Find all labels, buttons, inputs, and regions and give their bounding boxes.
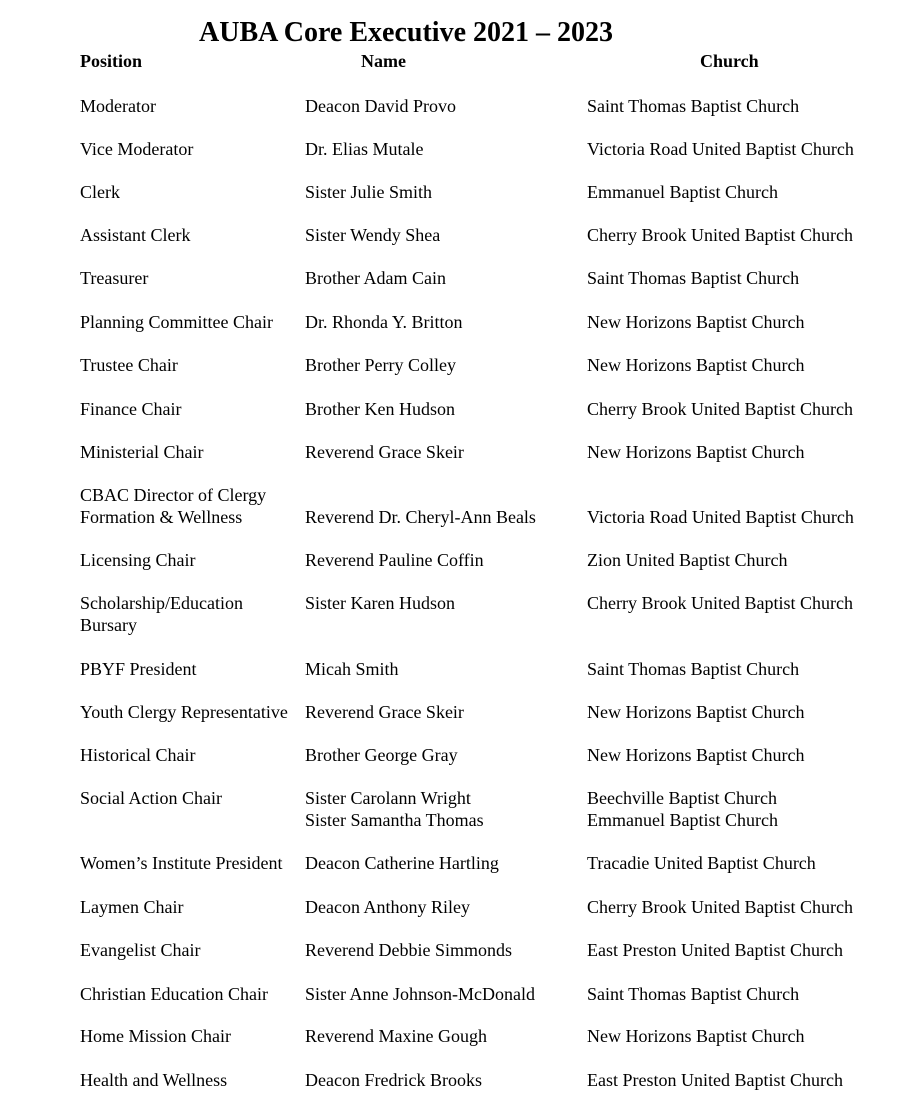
name-cell: Reverend Pauline Coffin (305, 550, 484, 570)
church-cell: Cherry Brook United Baptist Church (587, 225, 853, 245)
name-cell: Deacon Fredrick Brooks (305, 1070, 482, 1090)
church-cell: Saint Thomas Baptist Church (587, 659, 800, 679)
name-cell: Deacon David Provo (305, 96, 456, 116)
church-cell: East Preston United Baptist Church (587, 1070, 843, 1090)
church-cell: Tracadie United Baptist Church (587, 853, 816, 873)
church-cell: Emmanuel Baptist Church (587, 182, 778, 202)
position-cell: Home Mission Chair (80, 1026, 231, 1046)
position-cell: CBAC Director of Clergy Formation & Wellness (80, 485, 267, 527)
church-cell: Beechville Baptist Church Emmanuel Baptist Church (587, 788, 778, 830)
church-cell: New Horizons Baptist Church (587, 745, 805, 765)
name-cell: Reverend Maxine Gough (305, 1026, 487, 1046)
church-cell: New Horizons Baptist Church (587, 355, 805, 375)
church-cell: Saint Thomas Baptist Church (587, 268, 800, 288)
position-cell: Treasurer (80, 268, 149, 288)
name-cell: Sister Anne Johnson-McDonald (305, 984, 535, 1004)
name-cell: Dr. Rhonda Y. Britton (305, 312, 463, 332)
church-cell: Victoria Road United Baptist Church (587, 507, 854, 527)
name-cell: Deacon Catherine Hartling (305, 853, 499, 873)
church-cell: Saint Thomas Baptist Church (587, 984, 800, 1004)
church-cell: New Horizons Baptist Church (587, 702, 805, 722)
church-cell: Cherry Brook United Baptist Church (587, 399, 853, 419)
position-cell: Moderator (80, 96, 156, 116)
church-cell: East Preston United Baptist Church (587, 940, 843, 960)
column-header-position: Position (80, 51, 143, 71)
church-cell: Cherry Brook United Baptist Church (587, 593, 853, 613)
position-cell: PBYF President (80, 659, 197, 679)
name-cell: Brother Perry Colley (305, 355, 456, 375)
position-cell: Trustee Chair (80, 355, 178, 375)
position-cell: Evangelist Chair (80, 940, 201, 960)
name-cell: Sister Carolann Wright Sister Samantha Thomas (305, 788, 484, 830)
name-cell: Brother Ken Hudson (305, 399, 455, 419)
page-title: AUBA Core Executive 2021 – 2023 (199, 17, 613, 48)
position-cell: Social Action Chair (80, 788, 222, 808)
name-cell: Brother Adam Cain (305, 268, 446, 288)
name-cell: Deacon Anthony Riley (305, 897, 470, 917)
position-cell: Finance Chair (80, 399, 182, 419)
church-cell: Saint Thomas Baptist Church (587, 96, 800, 116)
column-header-name: Name (361, 51, 406, 71)
name-cell: Reverend Dr. Cheryl-Ann Beals (305, 507, 536, 527)
column-header-church: Church (700, 51, 759, 71)
church-cell: Victoria Road United Baptist Church (587, 139, 854, 159)
name-cell: Sister Karen Hudson (305, 593, 455, 613)
position-cell: Licensing Chair (80, 550, 196, 570)
name-cell: Sister Wendy Shea (305, 225, 441, 245)
name-cell: Reverend Grace Skeir (305, 442, 464, 462)
church-cell: Zion United Baptist Church (587, 550, 788, 570)
position-cell: Laymen Chair (80, 897, 184, 917)
church-cell: Cherry Brook United Baptist Church (587, 897, 853, 917)
position-cell: Assistant Clerk (80, 225, 191, 245)
position-cell: Youth Clergy Representative (80, 702, 288, 722)
name-cell: Micah Smith (305, 659, 399, 679)
position-cell: Women’s Institute President (80, 853, 283, 873)
position-cell: Vice Moderator (80, 139, 194, 159)
position-cell: Health and Wellness (80, 1070, 228, 1090)
position-cell: Planning Committee Chair (80, 312, 273, 332)
position-cell: Ministerial Chair (80, 442, 204, 462)
name-cell: Brother George Gray (305, 745, 458, 765)
position-cell: Clerk (80, 182, 120, 202)
name-cell: Reverend Debbie Simmonds (305, 940, 512, 960)
position-cell: Historical Chair (80, 745, 196, 765)
church-cell: New Horizons Baptist Church (587, 442, 805, 462)
position-cell: Scholarship/Education Bursary (80, 593, 243, 635)
name-cell: Sister Julie Smith (305, 182, 433, 202)
church-cell: New Horizons Baptist Church (587, 312, 805, 332)
name-cell: Dr. Elias Mutale (305, 139, 424, 159)
position-cell: Christian Education Chair (80, 984, 268, 1004)
church-cell: New Horizons Baptist Church (587, 1026, 805, 1046)
name-cell: Reverend Grace Skeir (305, 702, 464, 722)
